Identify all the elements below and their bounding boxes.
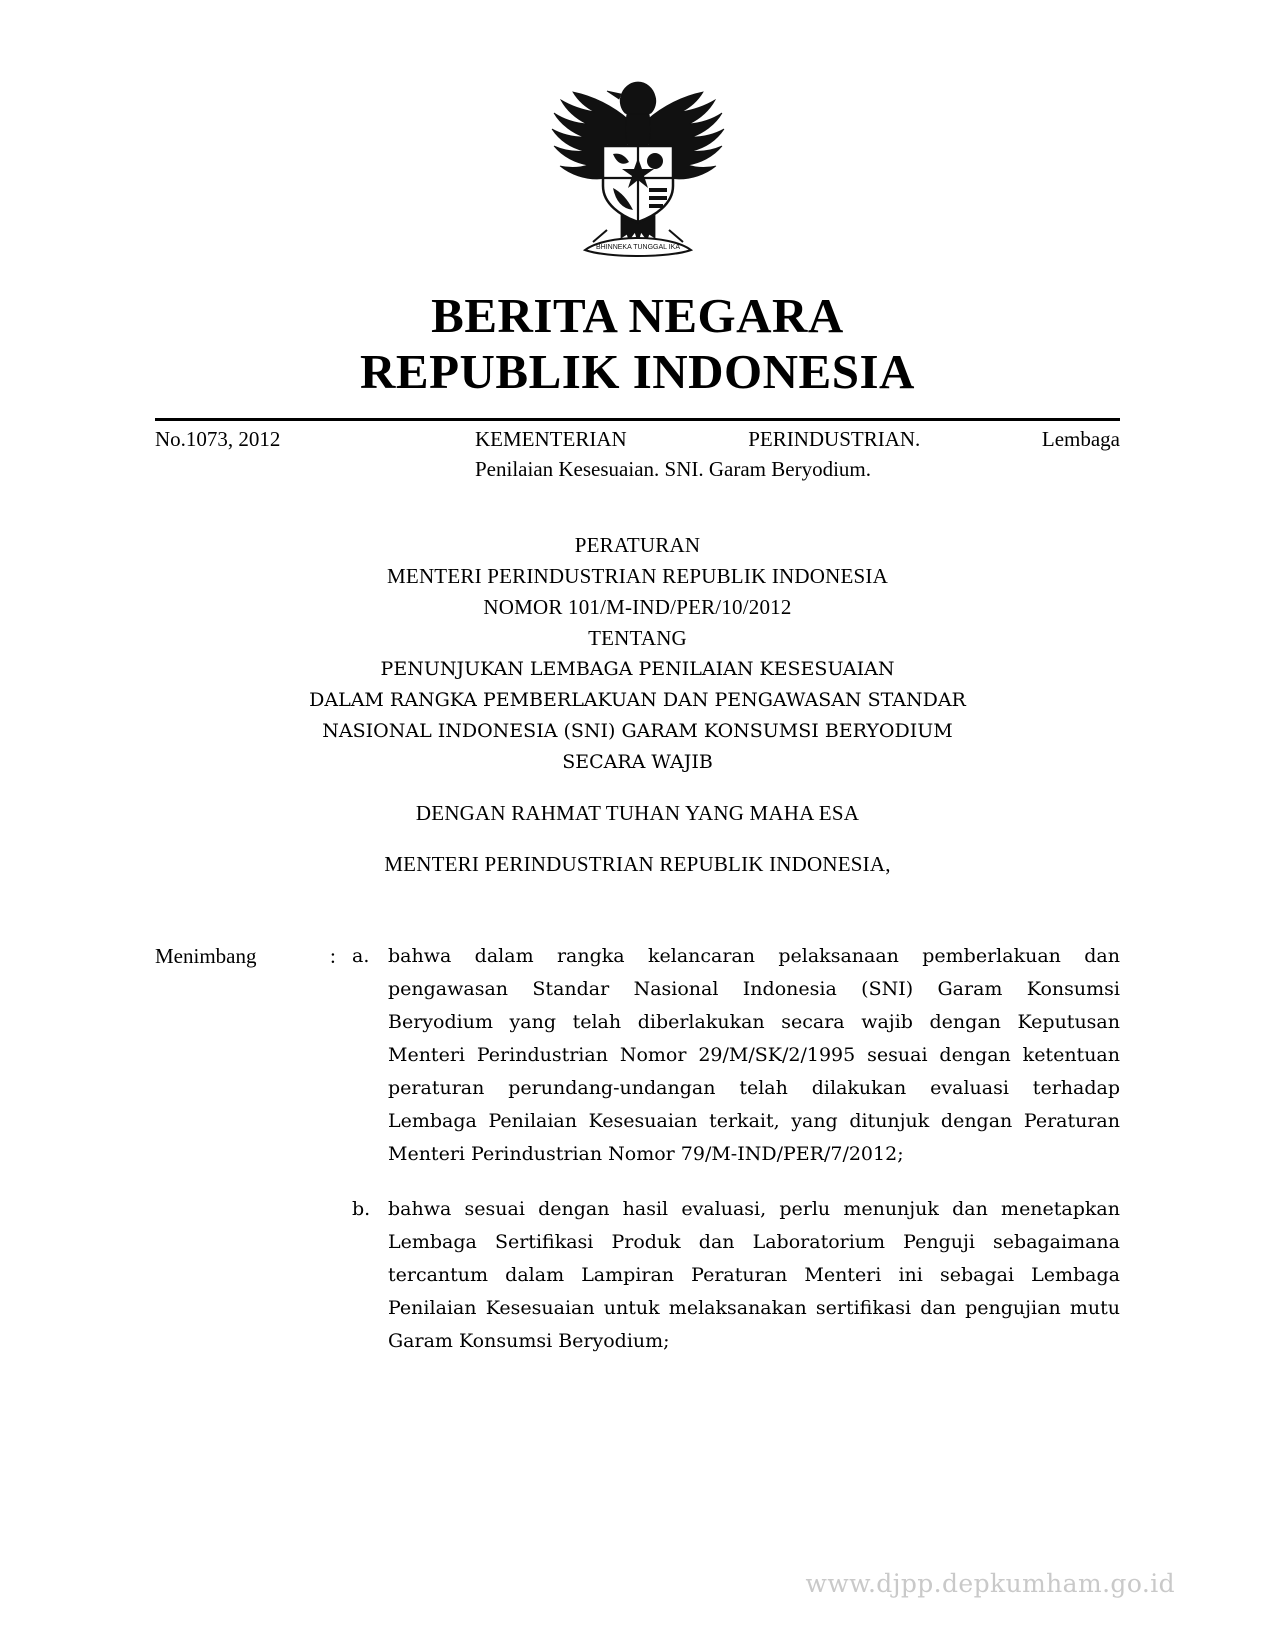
title-line-number: NOMOR 101/M-IND/PER/10/2012 bbox=[483, 595, 792, 619]
title-line-ministry: MENTERI PERINDUSTRIAN REPUBLIK INDONESIA bbox=[387, 564, 888, 588]
considering-item-letter-a: a. bbox=[352, 945, 370, 967]
considering-colon-spacer bbox=[330, 1193, 352, 1358]
gazette-subject-line-2: Penilaian Kesesuaian. SNI. Garam Beryodium. bbox=[475, 457, 871, 481]
title-spacer bbox=[0, 778, 1275, 798]
considering-colon: : bbox=[330, 944, 336, 968]
title-line-subject-2: DALAM RANGKA PEMBERLAKUAN DAN PENGAWASAN STANDAR bbox=[309, 689, 966, 711]
regulation-title-block bbox=[0, 530, 1275, 880]
footer-watermark-url: www.djpp.depkumham.go.id bbox=[805, 1569, 1175, 1598]
title-line-subject-4: SECARA WAJIB bbox=[562, 751, 713, 773]
title-line-peraturan: PERATURAN bbox=[574, 533, 701, 557]
considering-item-text-b: bahwa sesuai dengan hasil evaluasi, perlu menunjuk dan menetapkan Lembaga Sertifikasi Produk dan Laboratorium Penguji sebagaimana tercantum dalam Lampiran Peraturan Menteri ini sebagai Lembaga Penilaian Kesesuaian untuk melaksanakan sertifikasi dan pengujian mutu Garam Konsumsi Beryodium; bbox=[388, 1198, 1120, 1352]
title-line-tentang: TENTANG bbox=[588, 626, 687, 650]
gazette-number: No.1073, 2012 bbox=[155, 427, 281, 451]
masthead-line-1: BERITA NEGARA bbox=[431, 288, 844, 343]
title-line-blessing: DENGAN RAHMAT TUHAN YANG MAHA ESA bbox=[415, 801, 860, 825]
gazette-subject-line-1: KEMENTERIAN PERINDUSTRIAN. Lembaga bbox=[475, 427, 1120, 451]
garuda-pancasila-emblem bbox=[533, 62, 743, 262]
header-meta-row bbox=[155, 424, 1120, 484]
considering-item-text-a: bahwa dalam rangka kelancaran pelaksanaan pemberlakuan dan pengawasan Standar Nasional Indonesia (SNI) Garam Konsumsi Beryodium yang telah diberlakukan secara wajib dengan Keputusan Menteri Perindustrian Nomor 29/M/SK/2/1995 sesuai dengan ketentuan peraturan perundang-undangan telah dilakukan evaluasi terhadap Lembaga Penilaian Kesesuaian terkait, yang ditunjuk dengan Peraturan Menteri Perindustrian Nomor 79/M-IND/PER/7/2012; bbox=[388, 945, 1120, 1165]
considering-section bbox=[155, 940, 1120, 1380]
considering-item-a bbox=[155, 940, 1120, 1171]
emblem-container bbox=[0, 62, 1275, 262]
considering-item-letter-b: b. bbox=[352, 1198, 371, 1220]
considering-item-b bbox=[155, 1193, 1120, 1358]
considering-label: Menimbang bbox=[155, 944, 257, 968]
masthead-line-2: REPUBLIK INDONESIA bbox=[360, 344, 915, 399]
considering-label-spacer bbox=[155, 1193, 330, 1358]
gazette-subject bbox=[475, 424, 1120, 484]
title-spacer-2 bbox=[0, 829, 1275, 849]
title-line-subject-3: NASIONAL INDONESIA (SNI) GARAM KONSUMSI BERYODIUM bbox=[322, 720, 953, 742]
title-line-signatory: MENTERI PERINDUSTRIAN REPUBLIK INDONESIA, bbox=[384, 852, 891, 876]
title-line-subject-1: PENUNJUKAN LEMBAGA PENILAIAN KESESUAIAN bbox=[380, 658, 895, 680]
emblem-motto-text: BHINNEKA TUNGGAL IKA bbox=[595, 244, 680, 251]
header-divider bbox=[155, 418, 1120, 421]
masthead bbox=[0, 288, 1275, 400]
